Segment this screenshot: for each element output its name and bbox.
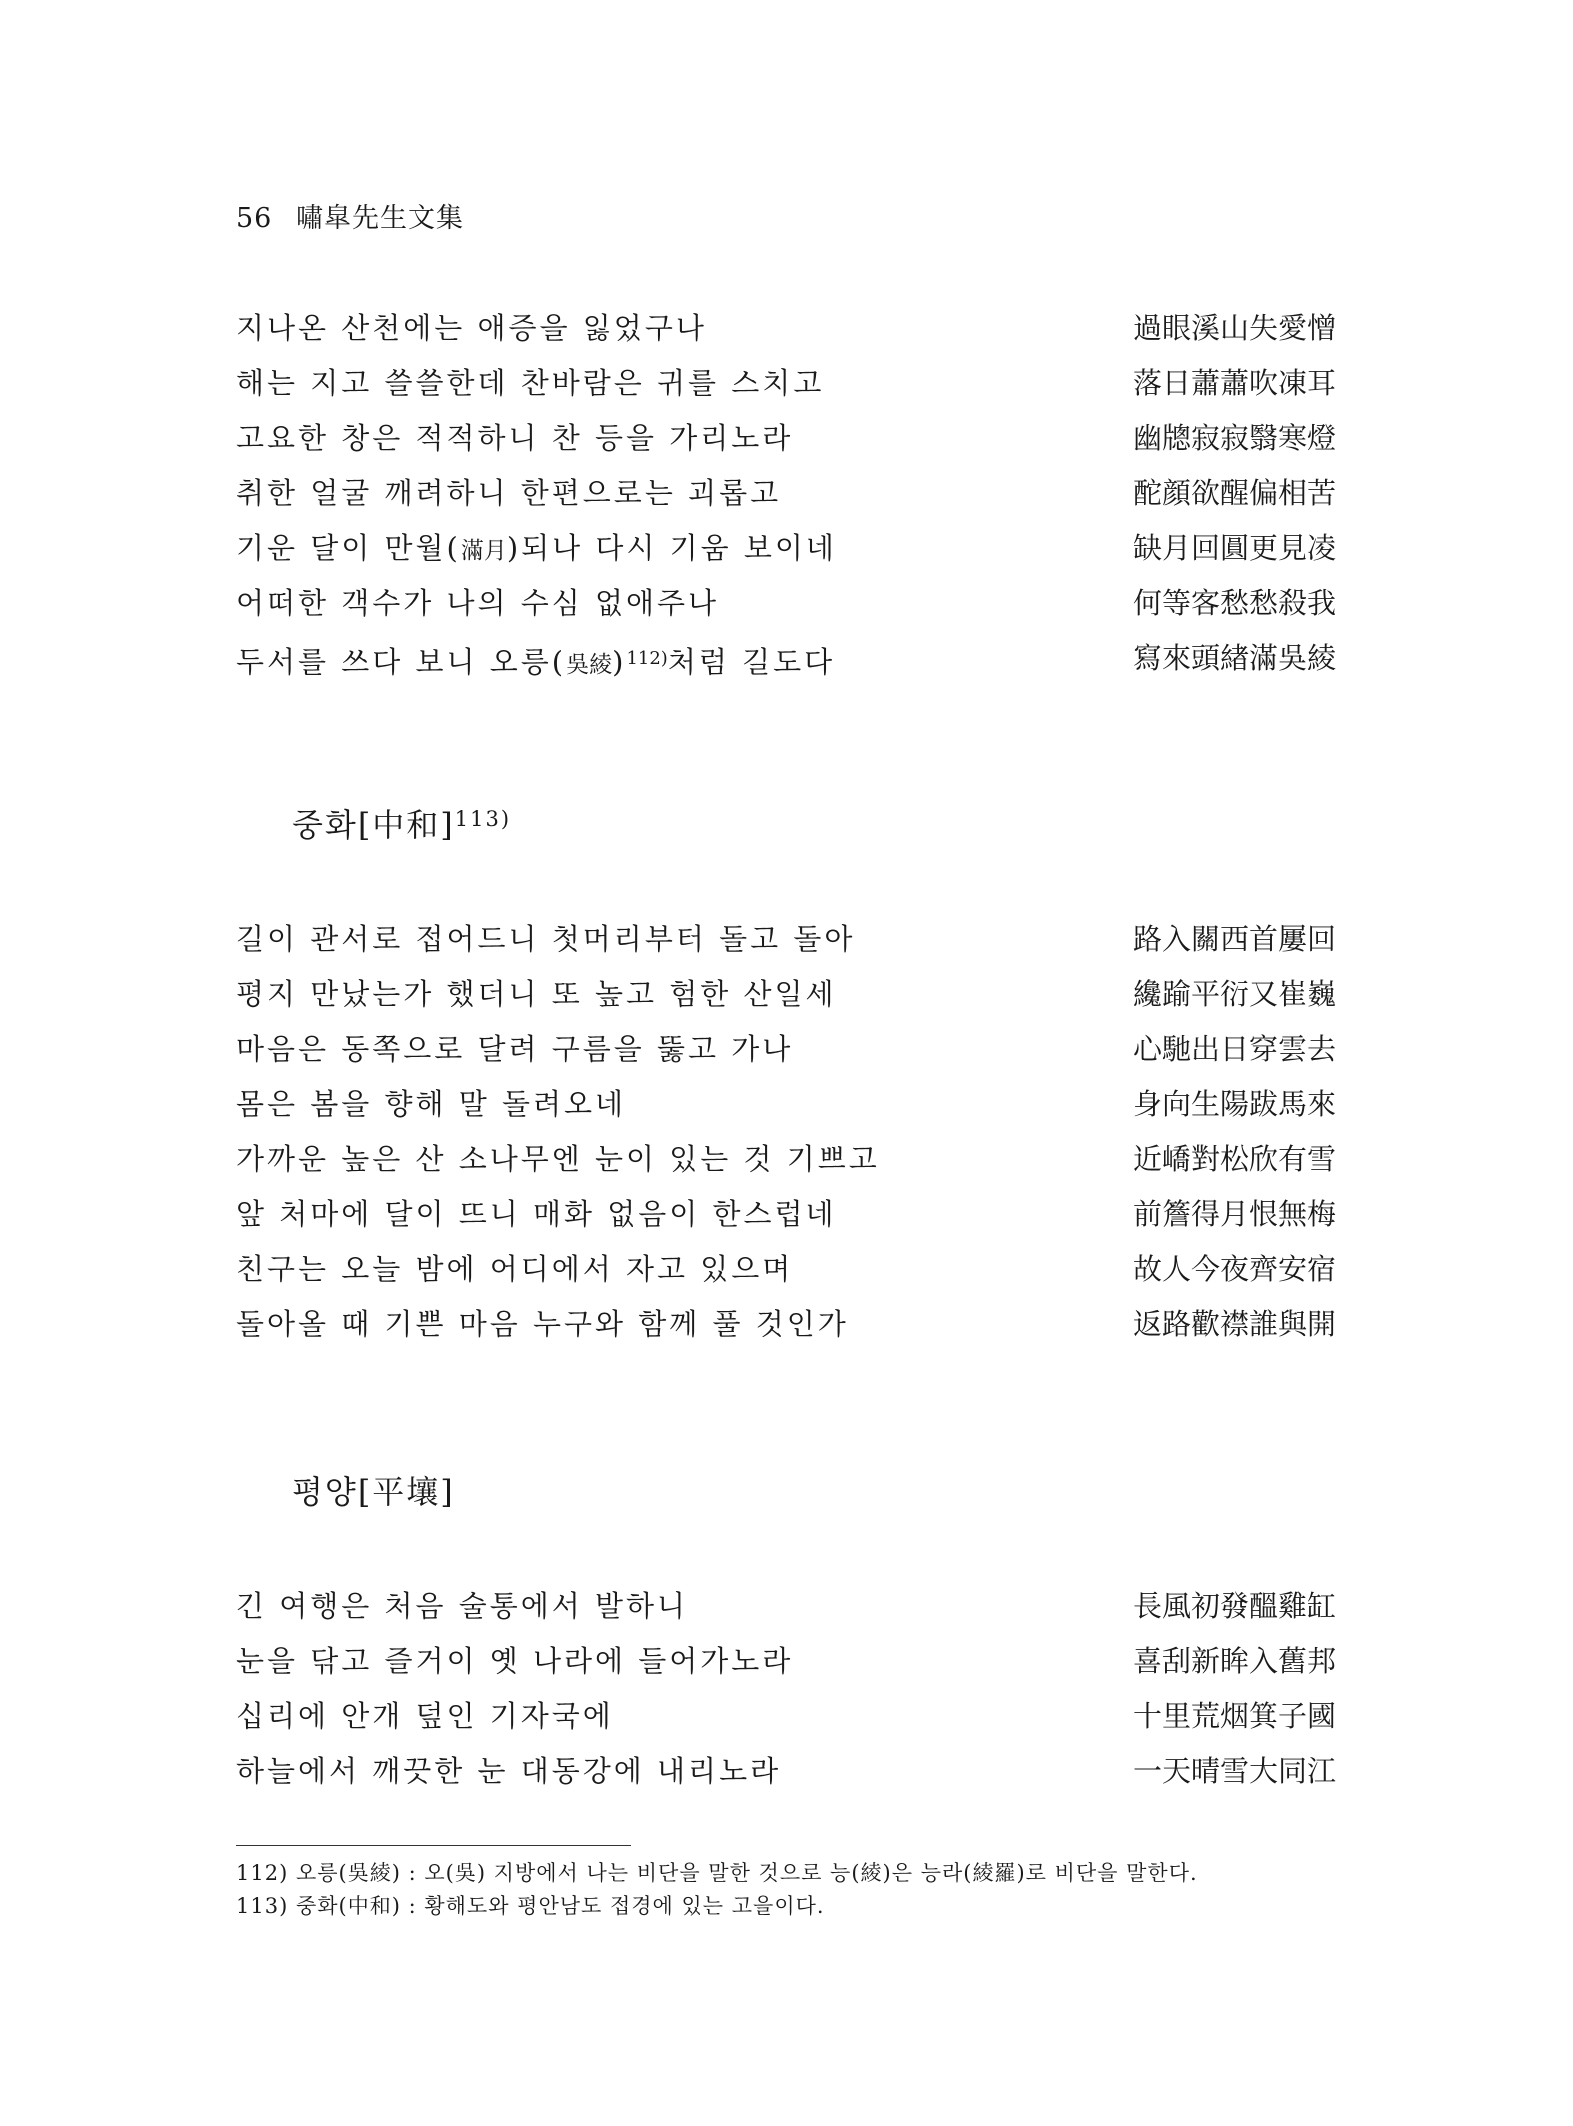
verse-line [236,631,1336,686]
korean-translation: 어떠한 객수가 나의 수심 없애주나 [236,586,720,620]
running-header [236,196,464,235]
classical-chinese-original: 喜刮新眸入舊邦 [1132,1644,1336,1678]
korean-translation [236,521,837,579]
classical-chinese-original: 返路歡襟誰與開 [1132,1307,1336,1341]
text-segment: ) [612,645,627,679]
inline-hanja: 滿月 [460,538,507,564]
korean-translation: 돌아올 때 기쁜 마음 누구와 함께 풀 것인가 [236,1307,849,1341]
korean-translation: 앞 처마에 달이 뜨니 매화 없음이 한스럽네 [236,1197,837,1231]
korean-translation: 취한 얼굴 깨려하니 한편으로는 괴롭고 [236,476,782,510]
poem-body [236,1579,1336,1799]
footnotes [236,1857,1198,1923]
text-segment: )되나 다시 기움 보이네 [506,531,837,565]
korean-translation: 해는 지고 쓸쓸한데 찬바람은 귀를 스치고 [236,366,825,400]
korean-translation: 길이 관서로 접어드니 첫머리부터 돌고 돌아 [236,922,856,956]
verse-line [236,521,1336,576]
korean-translation: 긴 여행은 처음 술통에서 발하니 [236,1589,689,1623]
korean-translation [236,631,835,693]
korean-translation: 몸은 봄을 향해 말 돌려오네 [236,1087,627,1121]
classical-chinese-original: 長風初發醞雞缸 [1132,1589,1336,1623]
verse-line [236,1132,1336,1187]
verse-line [236,967,1336,1022]
verse-line [236,1022,1336,1077]
footnote-ref: 113) [454,807,512,831]
korean-translation: 평지 만났는가 했더니 또 높고 험한 산일세 [236,977,837,1011]
classical-chinese-original: 酡顔欲醒偏相苦 [1132,476,1336,510]
verse-line [236,1297,1336,1352]
poem-stanza-continued [236,301,1336,686]
classical-chinese-original: 心馳出日穿雲去 [1132,1032,1336,1066]
classical-chinese-original: 路入關西首屢回 [1132,922,1336,956]
verse-line [236,466,1336,521]
text-segment: 기운 달이 만월( [236,531,461,565]
korean-translation: 가까운 높은 산 소나무엔 눈이 있는 것 기쁘고 [236,1142,880,1176]
verse-line [236,912,1336,967]
footnote-113: 113) 중화(中和) : 황해도와 평안남도 접경에 있는 고을이다. [236,1894,825,1918]
inline-hanja: 吳綾 [566,652,613,678]
poem-title [292,800,511,846]
korean-translation: 지나온 산천에는 애증을 잃었구나 [236,311,707,345]
verse-line [236,576,1336,631]
book-title: 嘯皐先生文集 [295,203,464,234]
korean-translation: 눈을 닦고 즐거이 옛 나라에 들어가노라 [236,1644,794,1678]
text-segment: 처럼 길도다 [667,645,836,679]
korean-translation: 친구는 오늘 밤에 어디에서 자고 있으며 [236,1252,794,1286]
classical-chinese-original: 近嶠對松欣有雪 [1132,1142,1336,1176]
korean-translation: 하늘에서 깨끗한 눈 대동강에 내리노라 [236,1754,782,1788]
classical-chinese-original: 過眼溪山失愛憎 [1132,311,1336,345]
korean-translation: 십리에 안개 덮인 기자국에 [236,1699,614,1733]
poem-title-text: 중화[中和] [292,806,455,844]
classical-chinese-original: 纔踰平衍又崔巍 [1132,977,1336,1011]
verse-line [236,1744,1336,1799]
verse-line [236,1242,1336,1297]
footnote-divider [236,1845,631,1846]
classical-chinese-original: 缺月回圓更見凌 [1132,531,1336,565]
classical-chinese-original: 身向生陽跋馬來 [1132,1087,1336,1121]
text-segment: 두서를 쓰다 보니 오릉( [236,645,567,679]
classical-chinese-original: 何等客愁愁殺我 [1132,586,1336,620]
verse-line [236,356,1336,411]
classical-chinese-original: 幽牕寂寂翳寒燈 [1132,421,1336,455]
verse-line [236,411,1336,466]
poem-title [292,1467,455,1513]
korean-translation: 마음은 동쪽으로 달려 구름을 뚫고 가나 [236,1032,794,1066]
verse-line [236,1689,1336,1744]
verse-line [236,1634,1336,1689]
classical-chinese-original: 前簷得月恨無梅 [1132,1197,1336,1231]
verse-line [236,1077,1336,1132]
classical-chinese-original: 寫來頭緖滿吳綾 [1132,641,1336,675]
classical-chinese-original: 落日蕭蕭吹凍耳 [1132,366,1336,400]
classical-chinese-original: 十里荒烟箕子國 [1132,1699,1336,1733]
verse-line [236,1187,1336,1242]
verse-line [236,301,1336,356]
poem-body [236,912,1336,1352]
footnote-112: 112) 오릉(吳綾) : 오(吳) 지방에서 나는 비단을 말한 것으로 능(綾)은 능라(綾羅)로 비단을 말한다. [236,1861,1198,1885]
footnote-ref: 112) [626,648,668,669]
classical-chinese-original: 故人今夜齊安宿 [1132,1252,1336,1286]
korean-translation: 고요한 창은 적적하니 찬 등을 가리노라 [236,421,794,455]
classical-chinese-original: 一天晴雪大同江 [1132,1754,1336,1788]
verse-line [236,1579,1336,1634]
poem-title-text: 평양[平壤] [292,1473,455,1511]
page-number: 56 [236,203,273,234]
